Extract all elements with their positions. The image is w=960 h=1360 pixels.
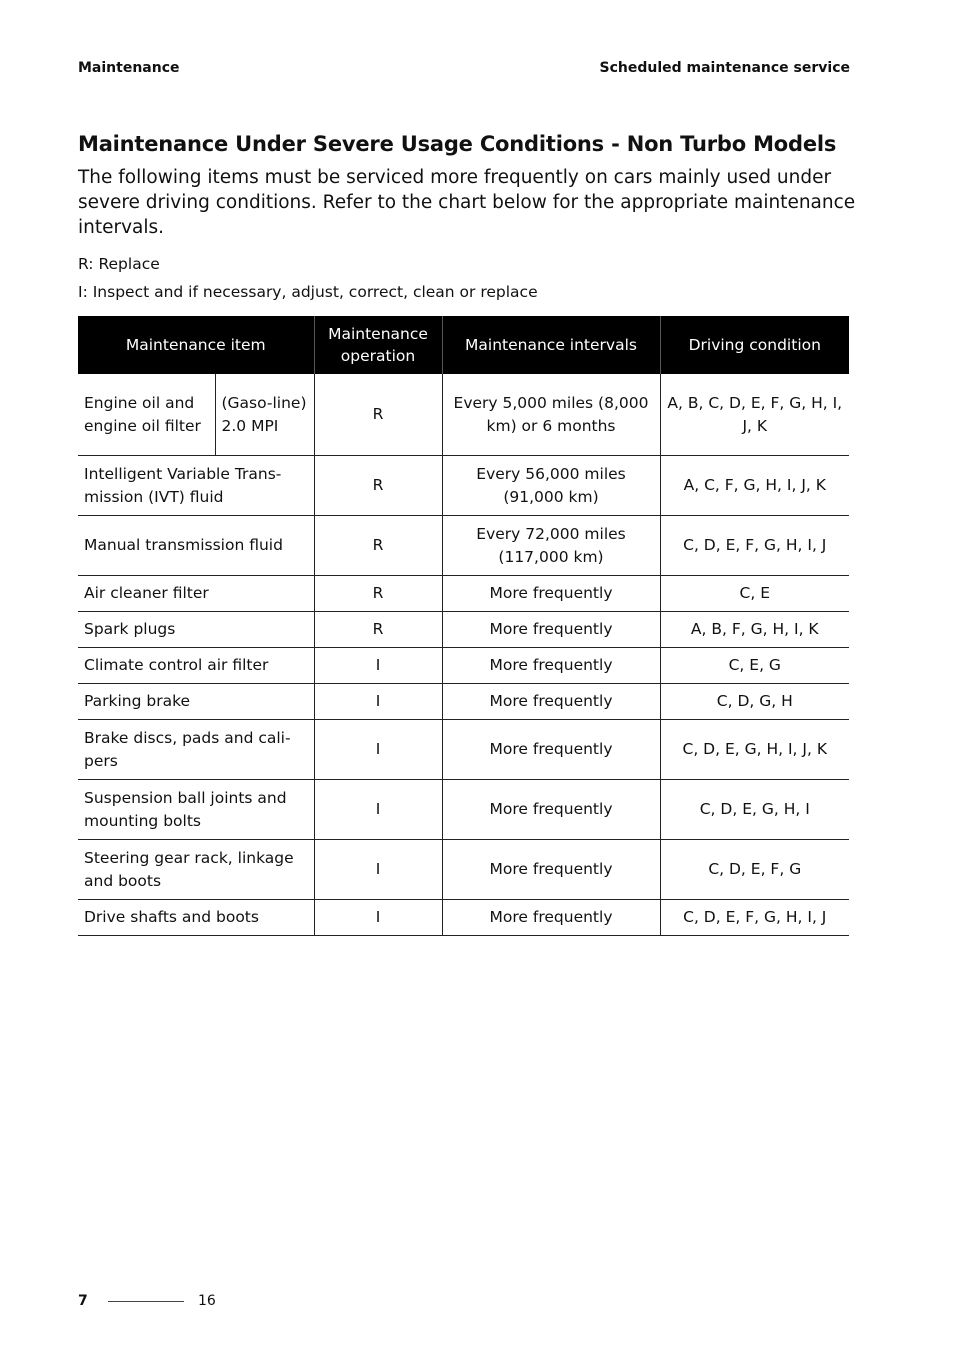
cell-item: Suspension ball joints and mounting bolts — [78, 780, 314, 840]
cell-operation: R — [314, 576, 442, 612]
cell-item: Air cleaner filter — [78, 576, 314, 612]
table-row — [78, 840, 849, 900]
cell-interval: Every 56,000 miles (91,000 km) — [442, 456, 660, 516]
page-header — [78, 60, 850, 76]
table-row — [78, 516, 849, 576]
cell-operation: I — [314, 648, 442, 684]
cell-interval: Every 5,000 miles (8,000 km) or 6 months — [442, 374, 660, 456]
cell-interval: More frequently — [442, 612, 660, 648]
cell-item: Steering gear rack, linkage and boots — [78, 840, 314, 900]
header-driving-condition: Driving condition — [660, 316, 849, 374]
section-title: Maintenance Under Severe Usage Conditions - Non Turbo Models — [78, 132, 837, 156]
cell-item: Parking brake — [78, 684, 314, 720]
table-header-row — [78, 316, 849, 374]
cell-item: Climate control air filter — [78, 648, 314, 684]
cell-item: Engine oil and engine oil filter — [78, 374, 215, 456]
maintenance-table — [78, 316, 849, 936]
intro-paragraph: The following items must be serviced more frequently on cars mainly used under severe driving conditions. Refer to the chart below for the appropriate maintenance intervals. — [78, 167, 856, 238]
cell-condition: C, E, G — [660, 648, 849, 684]
table-row — [78, 648, 849, 684]
cell-interval: More frequently — [442, 684, 660, 720]
header-section: Maintenance — [78, 60, 180, 76]
cell-interval: More frequently — [442, 720, 660, 780]
table-row — [78, 612, 849, 648]
header-maintenance-intervals: Maintenance intervals — [442, 316, 660, 374]
cell-operation: I — [314, 840, 442, 900]
cell-condition: A, C, F, G, H, I, J, K — [660, 456, 849, 516]
cell-operation: R — [314, 612, 442, 648]
table-row — [78, 720, 849, 780]
cell-subitem: (Gaso-line) 2.0 MPI — [215, 374, 314, 456]
cell-interval: More frequently — [442, 648, 660, 684]
footer-divider — [108, 1301, 184, 1302]
table-row — [78, 456, 849, 516]
cell-interval: More frequently — [442, 900, 660, 936]
cell-item: Intelligent Variable Trans-mission (IVT) fluid — [78, 456, 314, 516]
legend-inspect: I: Inspect and if necessary, adjust, correct, clean or replace — [78, 283, 538, 301]
cell-item: Brake discs, pads and cali-pers — [78, 720, 314, 780]
table-row — [78, 780, 849, 840]
page-footer — [78, 1293, 216, 1309]
cell-condition: C, D, E, G, H, I — [660, 780, 849, 840]
legend-replace: R: Replace — [78, 255, 160, 273]
cell-item: Drive shafts and boots — [78, 900, 314, 936]
cell-operation: R — [314, 516, 442, 576]
cell-operation: I — [314, 720, 442, 780]
cell-condition: C, D, G, H — [660, 684, 849, 720]
cell-condition: C, D, E, G, H, I, J, K — [660, 720, 849, 780]
header-maintenance-operation: Maintenance operation — [314, 316, 442, 374]
cell-operation: R — [314, 374, 442, 456]
cell-interval: More frequently — [442, 780, 660, 840]
cell-interval: More frequently — [442, 576, 660, 612]
table-row — [78, 900, 849, 936]
cell-operation: I — [314, 780, 442, 840]
header-subsection: Scheduled maintenance service — [599, 60, 850, 76]
cell-condition: C, D, E, F, G, H, I, J — [660, 516, 849, 576]
chapter-number: 7 — [78, 1293, 88, 1309]
cell-condition: C, E — [660, 576, 849, 612]
cell-condition: C, D, E, F, G — [660, 840, 849, 900]
cell-operation: R — [314, 456, 442, 516]
table-row — [78, 684, 849, 720]
cell-condition: A, B, F, G, H, I, K — [660, 612, 849, 648]
cell-interval: More frequently — [442, 840, 660, 900]
cell-item: Spark plugs — [78, 612, 314, 648]
table-row — [78, 576, 849, 612]
page-number: 16 — [198, 1293, 216, 1309]
cell-operation: I — [314, 684, 442, 720]
table-row — [78, 374, 849, 456]
cell-item: Manual transmission fluid — [78, 516, 314, 576]
header-maintenance-item: Maintenance item — [78, 316, 314, 374]
cell-condition: A, B, C, D, E, F, G, H, I, J, K — [660, 374, 849, 456]
cell-interval: Every 72,000 miles (117,000 km) — [442, 516, 660, 576]
cell-condition: C, D, E, F, G, H, I, J — [660, 900, 849, 936]
cell-operation: I — [314, 900, 442, 936]
